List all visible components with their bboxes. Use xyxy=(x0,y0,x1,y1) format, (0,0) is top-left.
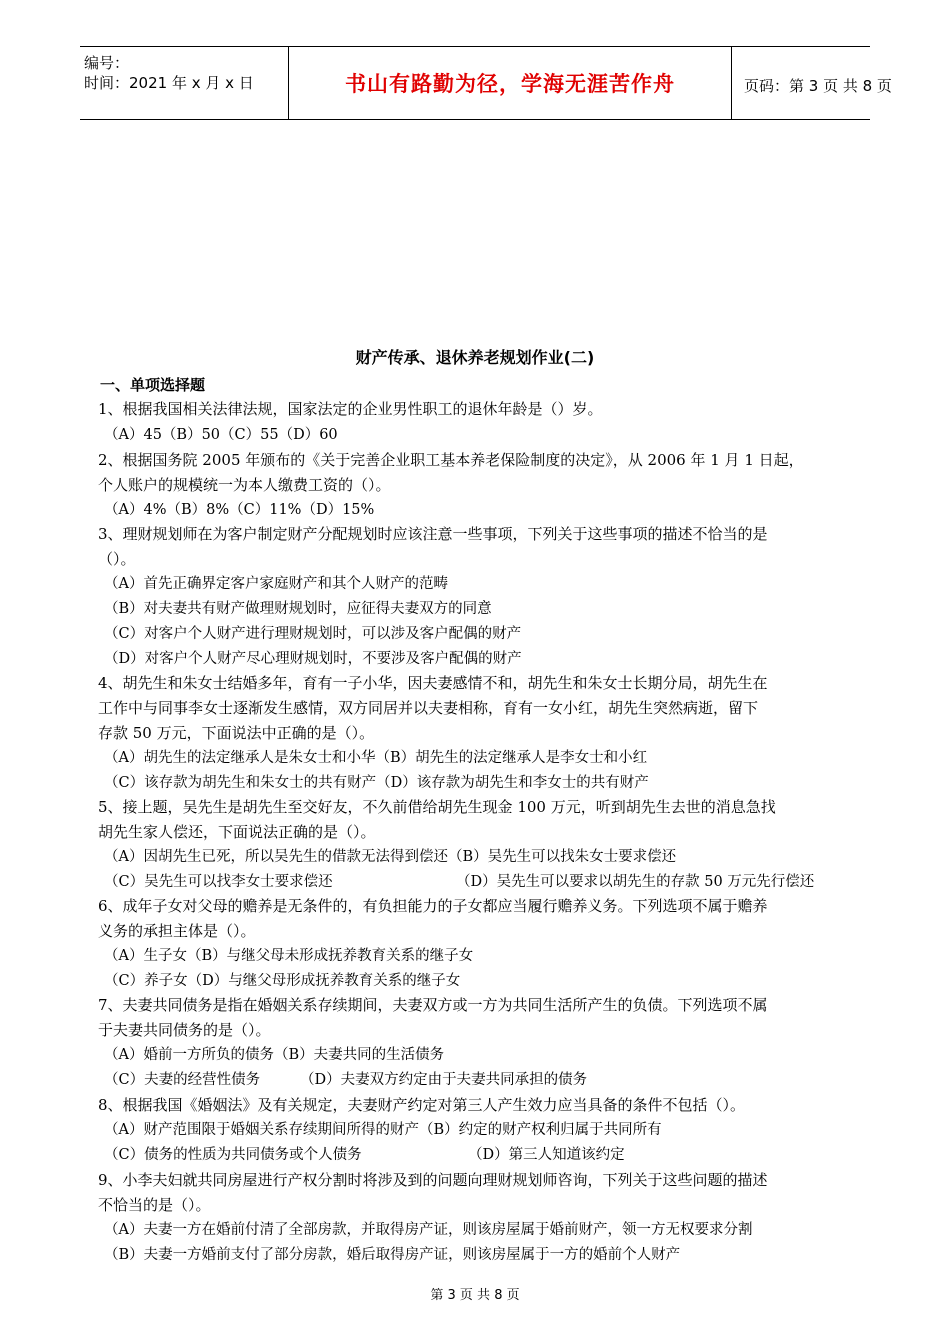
question-5-option-d: （D）吴先生可以要求以胡先生的存款 50 万元先行偿还 xyxy=(456,874,815,890)
question-3-option-d: （D）对客户个人财产尽心理财规划时，不要涉及客户配偶的财产 xyxy=(104,651,522,667)
question-9-stem-1: 9、小李夫妇就共同房屋进行产权分割时将涉及到的问题向理财规划师咨询，下列关于这些问题的描述 xyxy=(98,1171,768,1189)
question-6-options-cd: （C）养子女（D）与继父母形成抚养教育关系的继子女 xyxy=(104,973,461,989)
page-info: 页码：第 3 页 共 8 页 xyxy=(744,77,892,95)
date-label: 时间：2021 年 x 月 x 日 xyxy=(84,74,254,92)
question-5-option-c: （C）吴先生可以找李女士要求偿还 xyxy=(104,874,333,890)
question-7-stem-1: 7、夫妻共同债务是指在婚姻关系存续期间，夫妻双方或一方为共同生活所产生的负债。下列选项不属 xyxy=(98,996,768,1014)
question-8-stem: 8、根据我国《婚姻法》及有关规定，夫妻财产约定对第三人产生效力应当具备的条件不包括（）。 xyxy=(98,1096,746,1114)
question-3-option-a: （A）首先正确界定客户家庭财产和其个人财产的范畴 xyxy=(104,576,448,592)
question-1-options: （A）45（B）50（C）55（D）60 xyxy=(104,427,338,443)
question-6-stem-2: 义务的承担主体是（）。 xyxy=(98,922,256,940)
question-4-options-ab: （A）胡先生的法定继承人是朱女士和小华（B）胡先生的法定继承人是李女士和小红 xyxy=(104,750,648,766)
question-8-option-d: （D）第三人知道该约定 xyxy=(468,1147,625,1163)
question-5-options-ab: （A）因胡先生已死，所以吴先生的借款无法得到偿还（B）吴先生可以找朱女士要求偿还 xyxy=(104,849,677,865)
question-7-option-c: （C）夫妻的经营性债务 xyxy=(104,1072,261,1088)
question-2-stem-2: 个人账户的规模统一为本人缴费工资的（）。 xyxy=(98,476,391,494)
page-header xyxy=(80,46,892,120)
question-8-option-c: （C）债务的性质为共同债务或个人债务 xyxy=(104,1147,362,1163)
section-heading: 一、单项选择题 xyxy=(100,376,206,394)
serial-number-label: 编号： xyxy=(84,54,130,72)
question-3-option-c: （C）对客户个人财产进行理财规划时，可以涉及客户配偶的财产 xyxy=(104,626,522,642)
question-3-stem-1: 3、理财规划师在为客户制定财产分配规划时应该注意一些事项，下列关于这些事项的描述不恰当的是 xyxy=(98,525,768,543)
header-meta xyxy=(80,47,288,119)
question-4-stem-2: 工作中与同事李女士逐渐发生感情，双方同居并以夫妻相称，育有一女小红，胡先生突然病逝，留下 xyxy=(98,699,759,717)
header-page-cell xyxy=(730,47,892,119)
header-motto-cell xyxy=(288,47,732,119)
question-8-options-ab: （A）财产范围限于婚姻关系存续期间所得的财产（B）约定的财产权利归属于共同所有 xyxy=(104,1122,662,1138)
question-9-option-b: （B）夫妻一方婚前支付了部分房款，婚后取得房产证，则该房屋属于一方的婚前个人财产 xyxy=(104,1247,681,1263)
question-9-stem-2: 不恰当的是（）。 xyxy=(98,1196,211,1214)
question-3-option-b: （B）对夫妻共有财产做理财规划时，应征得夫妻双方的同意 xyxy=(104,601,492,617)
question-2-options: （A）4%（B）8%（C）11%（D）15% xyxy=(104,502,375,518)
page-footer: 第 3 页 共 8 页 xyxy=(430,1288,520,1303)
question-9-option-a: （A）夫妻一方在婚前付清了全部房款，并取得房产证，则该房屋属于婚前财产，领一方无权要求分割 xyxy=(104,1222,753,1238)
question-4-options-cd: （C）该存款为胡先生和朱女士的共有财产（D）该存款为胡先生和李女士的共有财产 xyxy=(104,775,649,791)
question-7-option-d: （D）夫妻双方约定由于夫妻共同承担的债务 xyxy=(300,1072,588,1088)
document-title: 财产传承、退休养老规划作业(二) xyxy=(355,348,595,367)
question-3-stem-2: （）。 xyxy=(98,550,136,568)
question-6-stem-1: 6、成年子女对父母的赡养是无条件的，有负担能力的子女都应当履行赡养义务。下列选项不属于赡养 xyxy=(98,897,768,915)
question-7-stem-2: 于夫妻共同债务的是（）。 xyxy=(98,1021,271,1039)
question-2-stem-1: 2、根据国务院 2005 年颁布的《关于完善企业职工基本养老保险制度的决定》，从 2006 年 1 月 1 日起， xyxy=(98,451,804,469)
question-5-stem-1: 5、接上题，吴先生是胡先生至交好友，不久前借给胡先生现金 100 万元，听到胡先生去世的消息急找 xyxy=(98,798,776,816)
question-6-options-ab: （A）生子女（B）与继父母未形成抚养教育关系的继子女 xyxy=(104,948,474,964)
question-5-stem-2: 胡先生家人偿还，下面说法正确的是（）。 xyxy=(98,823,376,841)
question-1-stem: 1、根据我国相关法律法规，国家法定的企业男性职工的退休年龄是（）岁。 xyxy=(98,400,603,418)
question-7-options-ab: （A）婚前一方所负的债务（B）夫妻共同的生活债务 xyxy=(104,1047,445,1063)
question-4-stem-1: 4、胡先生和朱女士结婚多年，育有一子小华，因夫妻感情不和，胡先生和朱女士长期分局，胡先生在 xyxy=(98,674,768,692)
motto: 书山有路勤为径，学海无涯苦作舟 xyxy=(345,72,675,96)
question-4-stem-3: 存款 50 万元，下面说法中正确的是（）。 xyxy=(98,724,375,742)
